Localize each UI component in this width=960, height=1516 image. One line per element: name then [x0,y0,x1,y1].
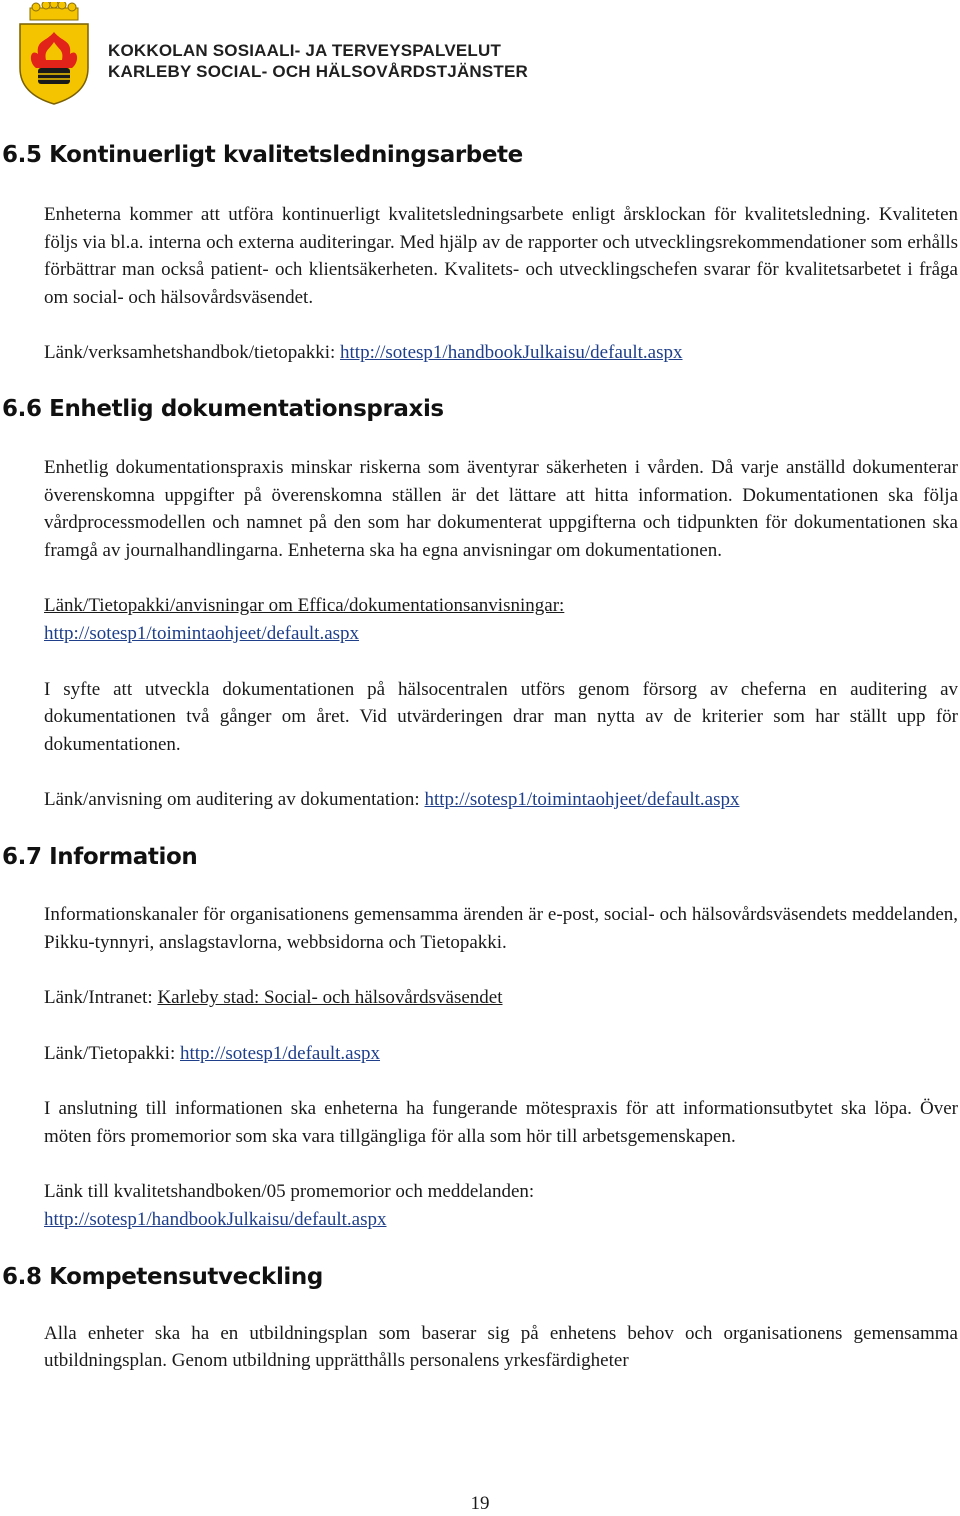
section-6-6-link1-label[interactable]: Länk/Tietopakki/anvisningar om Effica/dokumentationsanvisningar: [44,595,565,617]
organization-name [108,40,528,82]
link-label: Länk/verksamhetshandbok/tietopakki: [44,342,341,364]
handbook-memo-link[interactable]: http://sotesp1/handbookJulkaisu/default.aspx [44,1209,387,1231]
link-label: Länk/Intranet: [44,987,158,1009]
section-6-8-body: Alla enheter ska ha en utbildningsplan som baserar sig på enhetens behov och organisationens gemensamma utbildningsplan. Genom utbildning upprätthålls personalens yrkesfärdigheter [44,1322,958,1372]
auditing-link[interactable]: http://sotesp1/toimintaohjeet/default.aspx [424,789,740,811]
page-number: 19 [470,1493,490,1514]
org-name-finnish: KOKKOLAN SOSIAALI- JA TERVEYSPALVELUT [108,41,502,60]
intranet-link[interactable]: Karleby stad: Social- och hälsovårdsväsendet [157,987,503,1009]
page-header [16,2,616,106]
tietopakki-link[interactable]: http://sotesp1/default.aspx [180,1042,381,1064]
coat-of-arms-icon [16,2,92,106]
link-label: Länk/Tietopakki: [44,1042,180,1064]
section-6-7-body2: I anslutning till informationen ska enheterna ha fungerande mötespraxis för att informationsutbytet ska löpa. Över möten förs promemorior som ska vara tillgängliga för alla som hör till arbetsgemenskapen. [44,1098,958,1147]
section-6-7-link3-label: Länk till kvalitetshandboken/05 promemorior och meddelanden: [44,1181,535,1203]
document-body [2,140,958,1375]
section-6-6-link1-url [44,620,958,648]
link-label: Länk/anvisning om auditering av dokumentation: [44,789,425,811]
section-6-5-body: Enheterna kommer att utföra kontinuerligt kvalitetsledningsarbete enligt årsklockan för kvalitetsledning. Kvaliteten följs via bl.a. interna och externa auditeringar. Med hjälp av de rapporter och utvecklingsrekommendationer som erhålls förbättrar man också patient- och klientsäkerheten. Kvalitets- och utvecklingschefen svarar för kvalitetsarbetet i fråga om social- och hälsovårdsväsendet. [44,204,958,308]
handbook-link[interactable]: http://sotesp1/handbookJulkaisu/default.aspx [340,342,683,364]
section-6-6-body2: I syfte att utveckla dokumentationen på hälsocentralen utförs genom försorg av cheferna en auditering av dokumentationen två gånger om året. Vid utvärderingen drar man nytta av de kriterier som har ställt upp för dokumentationen. [44,678,958,755]
section-heading-6-6: 6.6 Enhetlig dokumentationspraxis [2,395,444,422]
section-heading-6-7: 6.7 Information [2,843,198,870]
tietopakki-link-line [44,1040,958,1068]
intranet-link-line [44,984,958,1012]
section-6-7-body: Informationskanaler för organisationens gemensamma ärenden är e-post, social- och hälsovårdsväsendets meddelanden, Pikku-tynnyri, anslagstavlorna, webbsidorna och Tietopakki. [44,903,958,953]
section-heading-6-8: 6.8 Kompetensutveckling [2,1263,323,1290]
section-heading-6-5: 6.5 Kontinuerligt kvalitetsledningsarbete [2,142,523,168]
org-name-swedish: KARLEBY SOCIAL- OCH HÄLSOVÅRDSTJÄNSTER [108,62,529,81]
section-6-5-link-line [44,339,958,367]
section-6-6-link2-line [44,786,958,814]
toimintaohjeet-link[interactable]: http://sotesp1/toimintaohjeet/default.aspx [44,622,360,644]
section-6-6-body: Enhetlig dokumentationspraxis minskar riskerna som äventyrar säkerheten i vården. Då varje anställd dokumenterar överenskomna uppgifter på överenskomna ställen är det lättare att hitta information. Dokumentationen ska följa vårdprocessmodellen och namnet på den som har dokumenterat uppgifterna och tidpunkten för dokumentationen ska framgå av journalhandlingarna. Enheterna ska ha egna anvisningar om dokumentationen. [44,456,958,561]
section-6-7-link3-url [44,1206,958,1234]
